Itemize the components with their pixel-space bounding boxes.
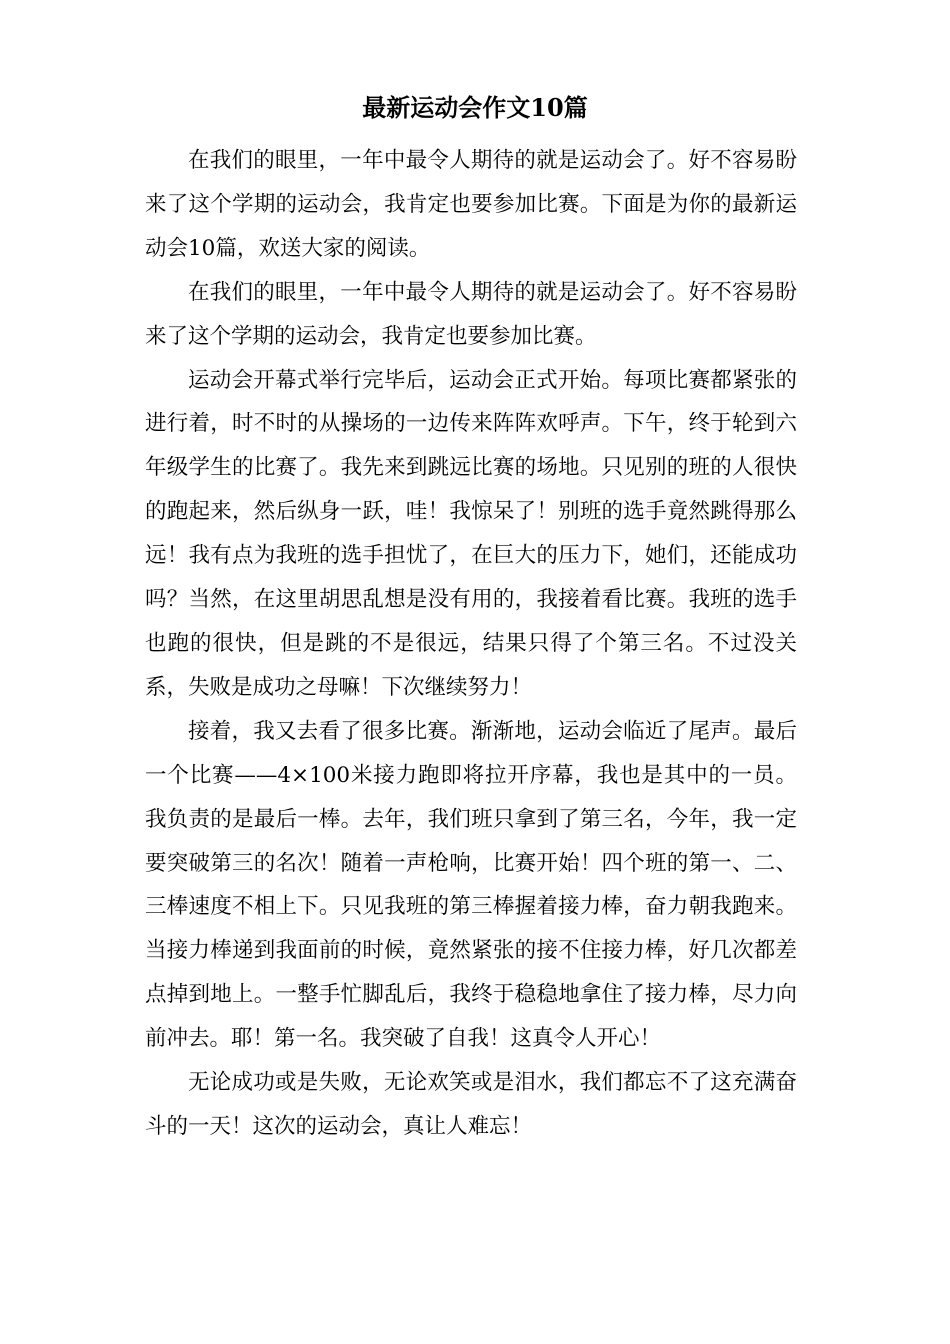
paragraph-5: 无论成功或是失败，无论欢笑或是泪水，我们都忘不了这充满奋斗的一天！这次的运动会，真让人难忘！ — [145, 1070, 797, 1139]
document-body — [145, 139, 797, 1149]
paragraph-2: 在我们的眼里，一年中最令人期待的就是运动会了。好不容易盼来了这个学期的运动会，我肯定也要参加比赛。 — [145, 279, 797, 349]
paragraph-3: 运动会开幕式举行完毕后，运动会正式开始。每项比赛都紧张的进行着，时不时的从操场的一边传来阵阵欢呼声。下午，终于轮到六年级学生的比赛了。我先来到跳远比赛的场地。只见别的班的人很快的跑起来，然后纵身一跃，哇！我惊呆了！别班的选手竟然跳得那么远！我有点为我班的选手担忧了，在巨大的压力下，她们，还能成功吗？当然，在这里胡思乱想是没有用的，我接着看比赛。我班的选手也跑的很快，但是跳的不是很远，结果只得了个第三名。不过没关系，失败是成功之母嘛！下次继续努力！ — [145, 367, 797, 700]
document-title: 最新运动会作文10篇 — [362, 93, 588, 122]
paragraph-4: 接着，我又去看了很多比赛。渐渐地，运动会临近了尾声。最后一个比赛——4×100米接力跑即将拉开序幕，我也是其中的一员。我负责的是最后一棒。去年，我们班只拿到了第三名，今年，我一定要突破第三的名次！随着一声枪响，比赛开始！四个班的第一、二、三棒速度不相上下。只见我班的第三棒握着接力棒，奋力朝我跑来。当接力棒递到我面前的时候，竟然紧张的接不住接力棒，好几次都差点掉到地上。一整手忙脚乱后，我终于稳稳地拿住了接力棒，尽力向前冲去。耶！第一名。我突破了自我！这真令人开心！ — [145, 718, 797, 1052]
paragraph-1: 在我们的眼里，一年中最令人期待的就是运动会了。好不容易盼来了这个学期的运动会，我肯定也要参加比赛。下面是为你的最新运动会10篇，欢送大家的阅读。 — [145, 148, 797, 261]
